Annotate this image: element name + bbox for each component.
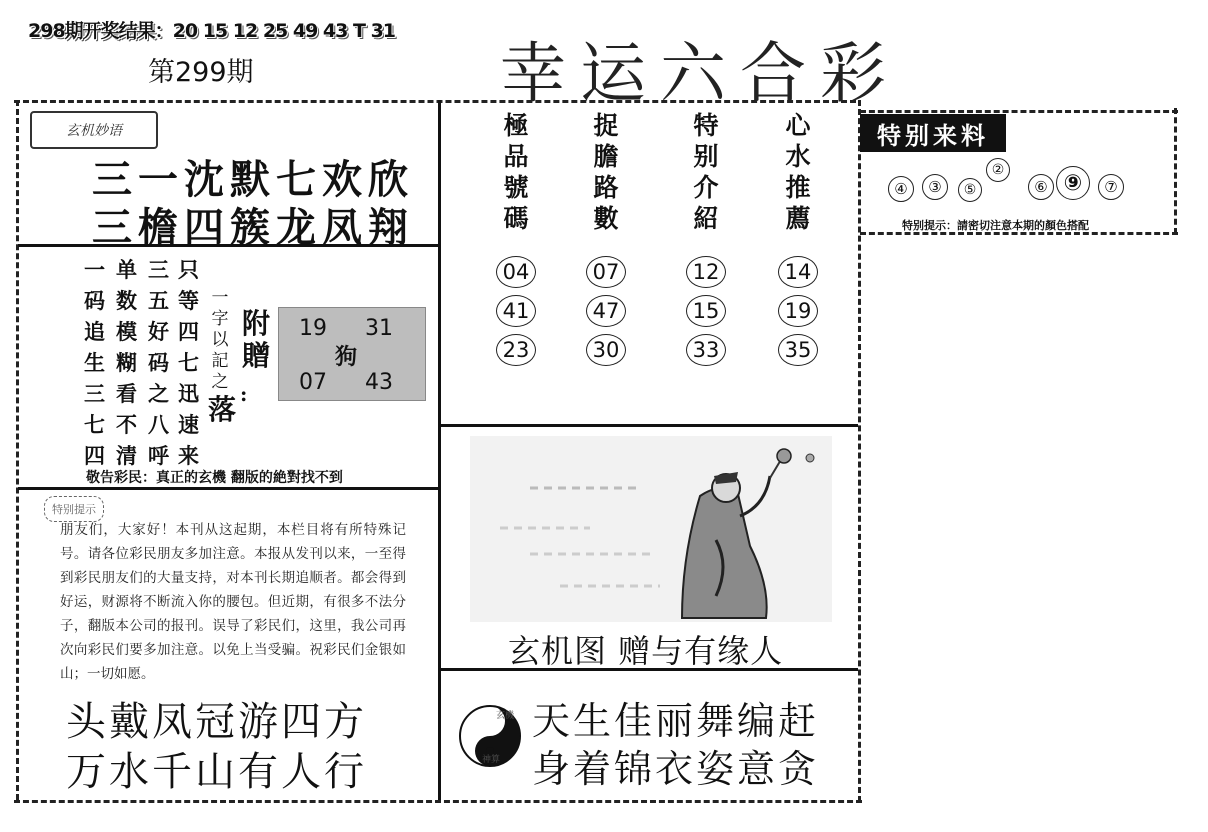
column-header <box>588 110 624 234</box>
verse-grid-char: 模 <box>116 319 137 344</box>
notice-tag: 特别提示 <box>44 496 104 522</box>
verse-grid-char: 呼 <box>148 443 169 468</box>
verse-grid-char: 单 <box>116 257 137 282</box>
column-header-char: 膽 <box>593 142 619 171</box>
vertical-note-char: 記 <box>211 351 229 371</box>
verse-grid-char: 只 <box>178 257 199 282</box>
circled-number: 47 <box>586 295 626 327</box>
page-title: 幸运六合彩 <box>500 35 900 112</box>
yinyang-label: 神算 <box>482 755 501 765</box>
gift-numbers-box <box>278 307 426 401</box>
gift-number: 07 <box>299 370 327 395</box>
section-tag: 玄机妙语 <box>30 111 158 149</box>
verse-grid-char: 清 <box>116 443 137 468</box>
verse-grid-char: 三 <box>84 381 105 406</box>
verse-grid-char: 速 <box>178 412 199 437</box>
column-header-char: 推 <box>785 173 811 202</box>
bottom-right-poem-line-1: 天生佳丽舞编赶 <box>532 699 820 743</box>
warning-text: 敬告彩民：真正的玄機 翻版的絶對找不到 <box>86 470 343 486</box>
vertical-note-char: 以 <box>211 330 229 350</box>
vertical-note-char: 之 <box>211 372 229 392</box>
gift-label-luo: 落 <box>208 393 237 426</box>
divider-center-1 <box>441 424 858 427</box>
top-poem-line-2: 三檐四簇龙凤翔 <box>92 204 414 251</box>
column-header <box>688 110 724 234</box>
frame-top-border <box>14 100 856 103</box>
special-ball: ⑤ <box>958 178 982 202</box>
circled-number: 35 <box>778 334 818 366</box>
special-ball: ⑨ <box>1056 166 1090 200</box>
bottom-left-poem-line-2: 万水千山有人行 <box>66 749 367 795</box>
verse-grid-char: 一 <box>84 257 105 282</box>
top-poem-line-1: 三一沈默七欢欣 <box>92 156 414 203</box>
column-header <box>780 110 816 234</box>
verse-grid-char: 五 <box>148 288 169 313</box>
frame-right-border <box>858 100 861 802</box>
column-header-char: 捉 <box>593 111 619 140</box>
circled-number: 23 <box>496 334 536 366</box>
verse-grid-char: 追 <box>84 319 105 344</box>
frame-bottom-border <box>14 800 862 803</box>
special-hint: 特别提示：請密切注意本期的顏色搭配 <box>902 219 1089 232</box>
gift-number: 31 <box>365 316 393 341</box>
vertical-note-char: 一 <box>211 288 229 308</box>
column-header-char: 心 <box>785 111 811 140</box>
gift-label: 附贈 <box>242 307 271 372</box>
verse-grid-char: 不 <box>116 412 137 437</box>
gift-number: 43 <box>365 370 393 395</box>
verse-grid-char: 码 <box>84 288 105 313</box>
gift-number: 19 <box>299 316 327 341</box>
circled-number: 07 <box>586 256 626 288</box>
sage-illustration <box>470 436 832 622</box>
column-header-char: 别 <box>693 142 719 171</box>
illustration-caption: 玄机图 赠与有缘人 <box>508 632 784 670</box>
circled-number: 15 <box>686 295 726 327</box>
verse-grid-char: 来 <box>178 443 199 468</box>
column-header-char: 紹 <box>693 204 719 233</box>
yinyang-label: 玄機 <box>496 711 515 721</box>
frame-middle-divider <box>438 100 441 800</box>
bottom-right-poem-line-2: 身着锦衣姿意贪 <box>532 747 820 791</box>
verse-grid-char: 八 <box>148 412 169 437</box>
issue-number: 第299期 <box>148 57 254 88</box>
verse-grid-char: 四 <box>84 443 105 468</box>
column-header-char: 水 <box>785 142 811 171</box>
special-ball: ⑦ <box>1098 174 1124 200</box>
circled-number: 04 <box>496 256 536 288</box>
column-header-char: 碼 <box>503 204 529 233</box>
column-header-char: 極 <box>503 111 529 140</box>
circled-number: 30 <box>586 334 626 366</box>
column-header-char: 數 <box>593 204 619 233</box>
frame-left-border <box>16 100 19 800</box>
verse-grid-char: 好 <box>148 319 169 344</box>
vertical-note-char: 字 <box>211 309 229 329</box>
column-header-char: 品 <box>503 142 529 171</box>
vertical-note <box>209 288 231 393</box>
special-ball: ③ <box>922 174 948 200</box>
verse-grid-char: 数 <box>116 288 137 313</box>
column-header-char: 介 <box>693 173 719 202</box>
verse-grid-char: 糊 <box>116 350 137 375</box>
column-header <box>498 110 534 234</box>
gift-zodiac: 狗 <box>335 344 358 370</box>
verse-grid-char: 生 <box>84 350 105 375</box>
circled-number: 14 <box>778 256 818 288</box>
special-ball: ④ <box>888 176 914 202</box>
circled-number: 19 <box>778 295 818 327</box>
special-ball: ② <box>986 158 1010 182</box>
divider-left-2 <box>18 487 438 490</box>
circled-number: 41 <box>496 295 536 327</box>
verse-grid-char: 迅 <box>178 381 199 406</box>
bottom-left-poem-line-1: 头戴凤冠游四方 <box>66 699 367 745</box>
gift-colon: : <box>240 382 248 406</box>
circled-number: 12 <box>686 256 726 288</box>
verse-grid-char: 等 <box>178 288 199 313</box>
special-tag: 特别来料 <box>860 114 1006 152</box>
verse-grid-char: 码 <box>148 350 169 375</box>
verse-grid-char: 三 <box>148 257 169 282</box>
verse-grid-char: 看 <box>116 381 137 406</box>
special-box-top <box>860 110 1178 113</box>
verse-grid-char: 四 <box>178 319 199 344</box>
column-header-char: 號 <box>503 173 529 202</box>
yinyang-icon <box>458 704 522 768</box>
column-header-char: 特 <box>693 111 719 140</box>
verse-grid-char: 七 <box>178 350 199 375</box>
circled-number: 33 <box>686 334 726 366</box>
special-box-right <box>1174 108 1177 234</box>
verse-grid-char: 之 <box>148 381 169 406</box>
column-header-char: 路 <box>593 173 619 202</box>
notice-paragraph: 朋友们，大家好！本刊从这起期，本栏目将有所特殊记号。请各位彩民朋友多加注意。本报从发刊以来，一至得到彩民朋友们的大量支持，对本刊长期追顺者。都会得到好运，财源将不断流入你的腰包。但近期，有很多不法分子，翻版本公司的报刊。误导了彩民们，这里，我公司再次向彩民们要多加注意。以免上当受骗。祝彩民们金银如山；一切如愿。 <box>60 522 406 682</box>
column-header-char: 薦 <box>785 204 811 233</box>
special-ball: ⑥ <box>1028 174 1054 200</box>
verse-grid-char: 七 <box>84 412 105 437</box>
last-draw-result: 298期开奖结果：20 15 12 25 49 43 T 31 <box>28 20 396 42</box>
sage-figure-graphic <box>470 436 832 622</box>
